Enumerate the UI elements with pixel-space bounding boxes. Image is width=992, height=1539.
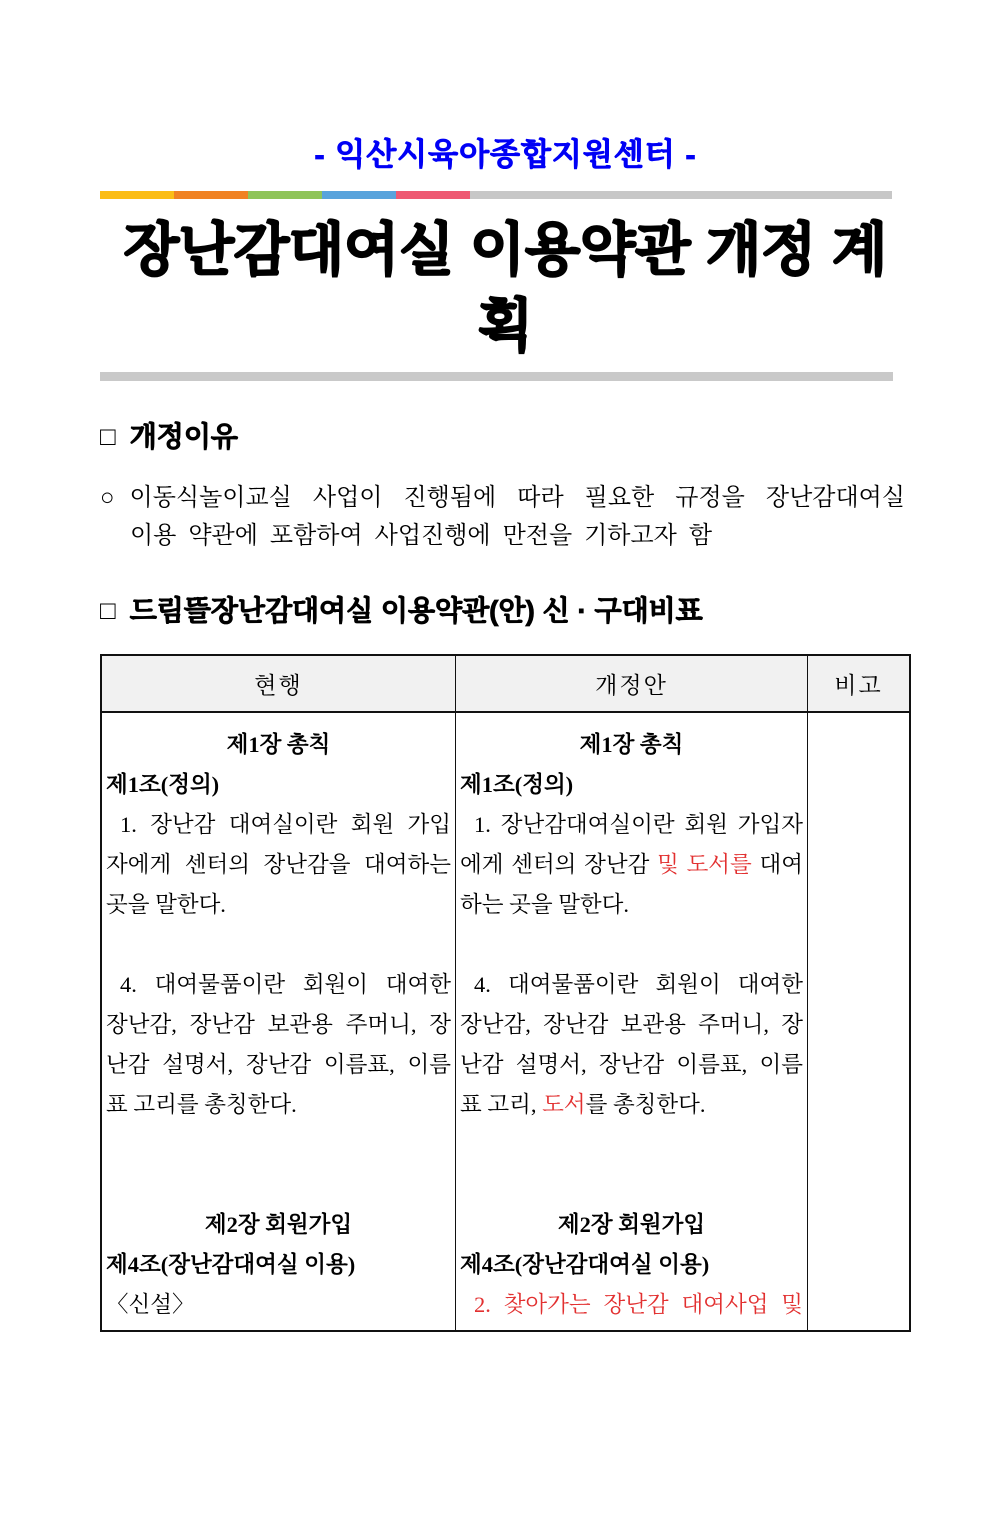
color-bar-segment bbox=[174, 191, 248, 199]
table-text-line bbox=[106, 1285, 451, 1325]
revised-red-text: 도서 bbox=[542, 1092, 586, 1117]
table-text-line bbox=[106, 1245, 451, 1285]
table-text: 1. 장난감대여실이란 회원 가입자 bbox=[474, 812, 803, 837]
table-text: 제1장 총칙 bbox=[579, 732, 684, 757]
table-text-line bbox=[460, 1245, 803, 1285]
table-text-line bbox=[106, 725, 451, 765]
table-body-row bbox=[102, 713, 909, 1330]
table-text-line bbox=[106, 1205, 451, 1245]
column-header-current: 현행 bbox=[254, 673, 303, 698]
revised-red-text: 및 도서를 bbox=[657, 852, 752, 877]
table-text-line bbox=[460, 805, 803, 845]
table-text: 대여 bbox=[751, 852, 803, 877]
table-text: 4. 대여물품이란 회원이 대여한 bbox=[120, 972, 451, 997]
table-text-line bbox=[106, 845, 451, 885]
table-text: 〈신설〉 bbox=[106, 1292, 195, 1317]
document-page bbox=[0, 136, 992, 1539]
table-text-line bbox=[106, 965, 451, 1005]
square-bullet-icon: □ bbox=[100, 422, 116, 451]
revision-reason-paragraph bbox=[100, 479, 905, 555]
table-cell-current bbox=[102, 713, 455, 1330]
table-text: 제1조(정의) bbox=[460, 772, 574, 797]
table-text: 장난감, 장난감 보관용 주머니, 장 bbox=[460, 1012, 803, 1037]
decorative-color-bar bbox=[100, 191, 892, 199]
table-text: 난감 설명서, 장난감 이름표, 이름 bbox=[106, 1052, 451, 1077]
table-text: 1. 장난감 대여실이란 회원 가입 bbox=[120, 812, 451, 837]
table-text-line bbox=[460, 885, 803, 925]
table-text: 곳을 말한다. bbox=[106, 892, 226, 917]
table-text-line bbox=[106, 1165, 451, 1205]
table-text: 장난감, 장난감 보관용 주머니, 장 bbox=[106, 1012, 451, 1037]
table-text: 제4조(장난감대여실 이용) bbox=[460, 1252, 710, 1277]
table-text-line bbox=[460, 1005, 803, 1045]
color-bar-segment bbox=[248, 191, 322, 199]
old-new-comparison-table bbox=[100, 654, 911, 1332]
table-text: 제2장 회원가입 bbox=[557, 1212, 706, 1237]
table-text-line bbox=[106, 885, 451, 925]
table-text: 제1조(정의) bbox=[106, 772, 220, 797]
column-header-note: 비고 bbox=[807, 656, 909, 711]
table-text: 표 고리, bbox=[460, 1092, 543, 1117]
color-bar-segment bbox=[396, 191, 470, 199]
section-heading-comparison-table bbox=[100, 595, 911, 627]
document-title: 장난감대여실 이용약관 개정 계획 bbox=[123, 218, 888, 358]
table-text-line bbox=[460, 845, 803, 885]
table-text-line bbox=[106, 805, 451, 845]
table-text-line bbox=[106, 1005, 451, 1045]
table-text: 제1장 총칙 bbox=[226, 732, 331, 757]
table-text-line bbox=[460, 725, 803, 765]
table-text-line bbox=[460, 925, 803, 965]
section-heading-revision-reason bbox=[100, 421, 911, 453]
column-header-revised: 개정안 bbox=[455, 656, 807, 711]
table-header-row bbox=[102, 656, 909, 713]
revised-red-text: 2. 찾아가는 장난감 대여사업 및 bbox=[474, 1292, 803, 1317]
color-bar-segment bbox=[322, 191, 396, 199]
table-text-line bbox=[460, 965, 803, 1005]
section-heading-label: 드림뜰장난감대여실 이용약관(안) 신 · 구대비표 bbox=[129, 595, 703, 626]
table-text-line bbox=[106, 925, 451, 965]
table-text-line bbox=[460, 1205, 803, 1245]
table-text: 제2장 회원가입 bbox=[204, 1212, 353, 1237]
table-text-line bbox=[460, 1165, 803, 1205]
title-underline-bar bbox=[100, 372, 893, 381]
table-text: 를 총칭한다. bbox=[585, 1092, 706, 1117]
table-text-line bbox=[460, 1125, 803, 1165]
table-text-line bbox=[460, 1085, 803, 1125]
table-text: 제4조(장난감대여실 이용) bbox=[106, 1252, 356, 1277]
table-text-line bbox=[460, 1285, 803, 1325]
square-bullet-icon: □ bbox=[100, 596, 116, 625]
table-text: 표 고리를 총칭한다. bbox=[106, 1092, 297, 1117]
color-bar-segment bbox=[100, 191, 174, 199]
table-cell-revised bbox=[455, 713, 807, 1330]
table-text-line bbox=[460, 765, 803, 805]
table-text-line bbox=[106, 1125, 451, 1165]
table-text-line bbox=[460, 1045, 803, 1085]
paragraph-line: 이용 약관에 포함하여 사업진행에 만전을 기하고자 함 bbox=[130, 523, 713, 549]
org-name: - 익산시육아종합지원센터 - bbox=[314, 137, 697, 172]
color-bar-gray-segment bbox=[470, 191, 892, 199]
table-text: 자에게 센터의 장난감을 대여하는 bbox=[106, 852, 451, 877]
table-text-line bbox=[106, 765, 451, 805]
paragraph-line: ○이동식놀이교실 사업이 진행됨에 따라 필요한 규정을 장난감대여실 bbox=[100, 485, 905, 511]
table-text: 난감 설명서, 장난감 이름표, 이름 bbox=[460, 1052, 803, 1077]
table-text-line bbox=[106, 1085, 451, 1125]
table-text: 4. 대여물품이란 회원이 대여한 bbox=[474, 972, 803, 997]
table-text: 하는 곳을 말한다. bbox=[460, 892, 630, 917]
table-cell-note bbox=[807, 713, 909, 1330]
table-text: 에게 센터의 장난감 bbox=[460, 852, 658, 877]
table-text-line bbox=[106, 1045, 451, 1085]
section-heading-label: 개정이유 bbox=[129, 421, 238, 452]
